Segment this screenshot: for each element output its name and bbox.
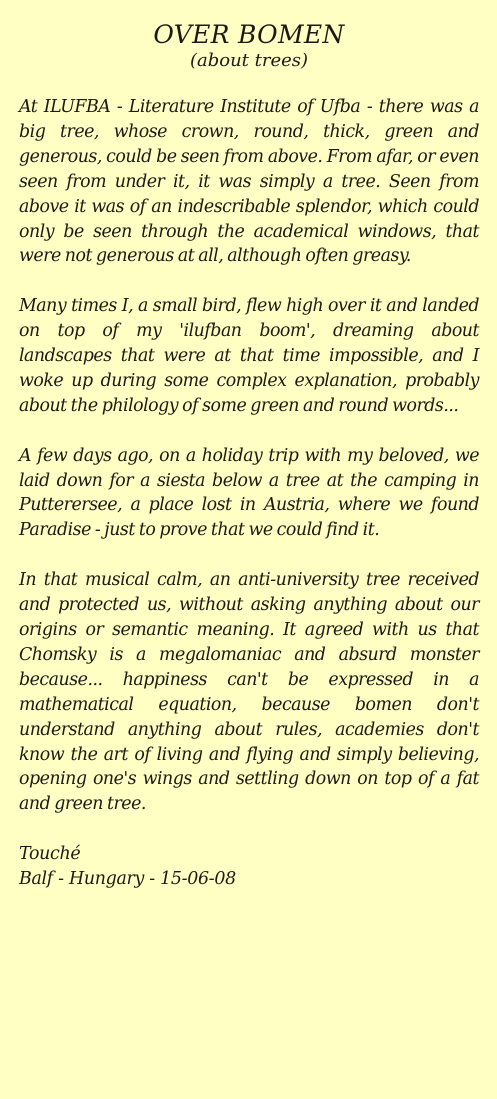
paragraph-4: In that musical calm, an anti-university tree received and protected us, without asking anything about our origins or semantic meaning. It agreed with us that Chomsky is a megalomaniac and absurd monster because... happiness can't be expressed in a mathematical equation, because bomen don't understand anything about rules, academies don't know the art of living and flying and simply believing, opening one's wings and settling down on top of a fat and green tree. [19,570,479,815]
signature-place-date: Balf - Hungary - 15-06-08 [19,869,236,890]
signature-block [19,842,479,892]
signature-word: Touché [19,844,81,865]
paragraph-3: A few days ago, on a holiday trip with my beloved, we laid down for a siesta below a tree at the camping in Putterersee, a place lost in Austria, where we found Paradise - just to prove that we could find it. [19,445,479,541]
paragraph-1: At ILUFBA - Literature Institute of Ufba - there was a big tree, whose crown, round, thick, green and generous, could be seen from above. From afar, or even seen from under it, it was simply a tree. Seen from above it was of an indescribable splendor, which could only be seen through the academical windows, that were not generous at all, although often greasy. [19,97,479,267]
page-title: OVER BOMEN [153,20,345,49]
paragraph-2: Many times I, a small bird, flew high over it and landed on top of my 'ilufban boom', dreaming about landscapes that were at that time impossible, and I woke up during some complex explanation, probably about the philology of some green and round words... [19,296,479,416]
page-subtitle: (about trees) [189,50,309,71]
